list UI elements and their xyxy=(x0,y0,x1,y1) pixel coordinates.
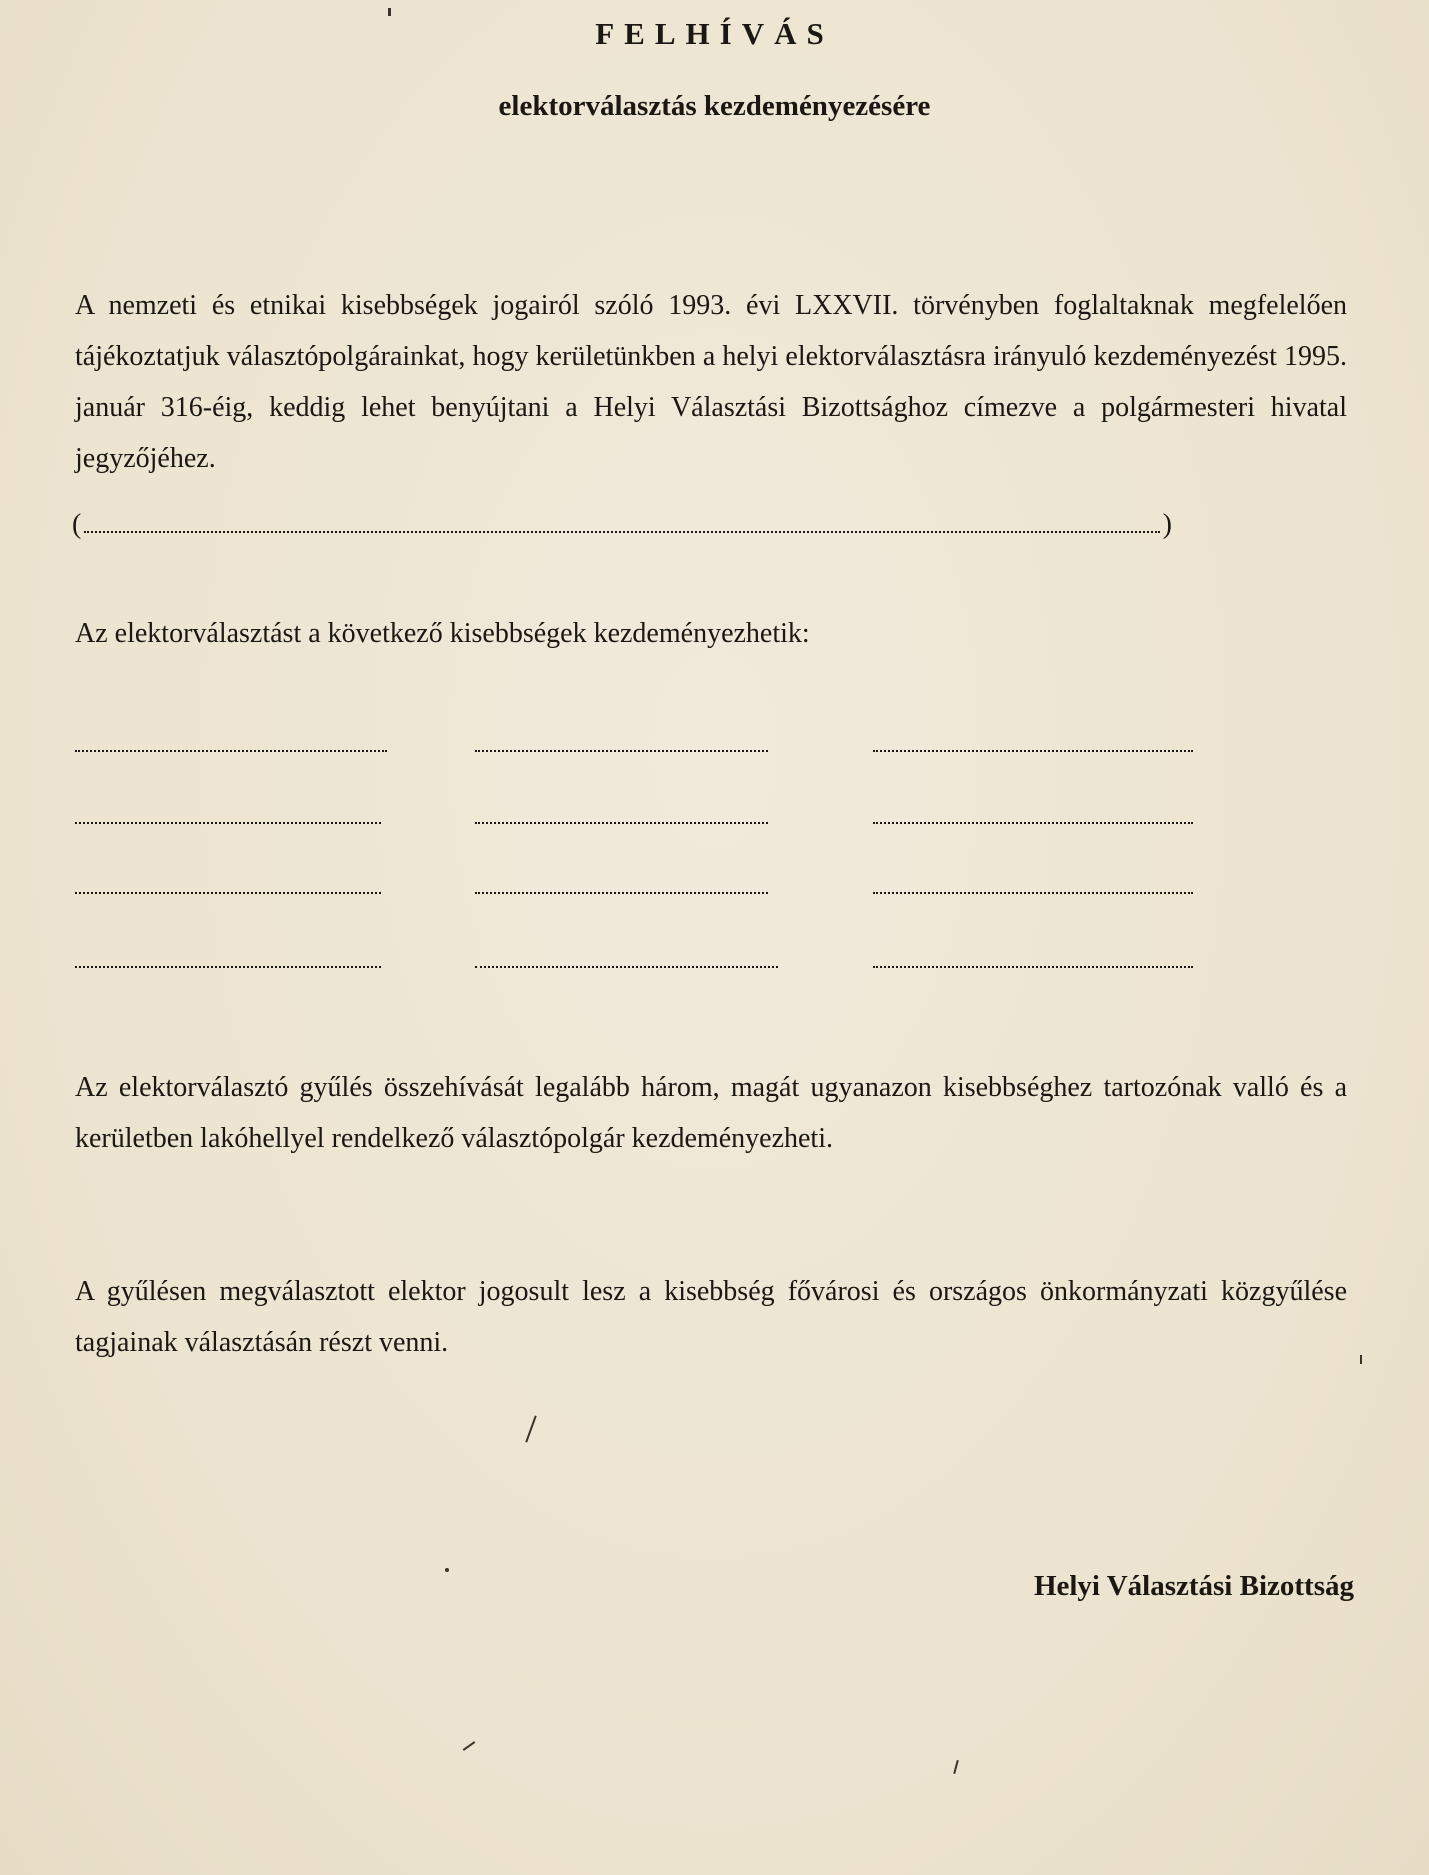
paragraph-elector-rights: A gyűlésen megválasztott elektor jogosult lesz a kisebbség fővárosi és országos önkormányzati közgyűlése tagjainak választásán részt venni. xyxy=(75,1276,1347,1358)
paragraph-legal-notice: A nemzeti és etnikai kisebbségek jogairól szóló 1993. évi LXXVII. törvényben foglaltaknak megfelelően tájékoztatjuk választópolgárainkat, hogy kerületünkben a helyi elektorválasztásra irányuló kezdeményezést 1995. január 316-éig, keddig lehet benyújtani a Helyi Választási Bizottsághoz címezve a polgármesteri hivatal jegyzőjéhez. xyxy=(75,290,1347,474)
paren-close: ) xyxy=(1162,509,1172,540)
paper-speck xyxy=(463,1741,476,1751)
minority-blank xyxy=(873,750,1193,752)
paper-speck xyxy=(388,8,391,16)
page-subtitle: elektorválasztás kezdeményezésére xyxy=(498,90,931,122)
paper-speck xyxy=(445,1568,449,1572)
blank-fill-line xyxy=(72,505,1172,545)
paper-speck xyxy=(1360,1355,1362,1364)
minority-blank xyxy=(475,892,768,894)
dotted-blank xyxy=(84,507,1159,533)
paper-speck xyxy=(953,1760,959,1774)
paragraph-convening: Az elektorválasztó gyűlés összehívását legalább három, magát ugyanazon kisebbséghez tartozónak valló és a kerületben lakóhellyel rendelkező választópolgár kezdeményezheti. xyxy=(75,1072,1347,1154)
minority-blank xyxy=(75,966,381,968)
minorities-intro: Az elektorválasztást a következő kisebbségek kezdeményezhetik: xyxy=(75,618,810,649)
signature-committee: Helyi Választási Bizottság xyxy=(1033,1570,1354,1602)
minority-blank xyxy=(873,892,1193,894)
minority-blank xyxy=(873,966,1193,968)
minority-blank xyxy=(475,966,778,968)
minority-blank xyxy=(475,750,768,752)
paper-speck xyxy=(525,1416,536,1443)
minority-blank xyxy=(75,750,387,752)
minority-blank xyxy=(873,822,1193,824)
minority-blank xyxy=(75,892,381,894)
minority-blank xyxy=(75,822,381,824)
minority-blank xyxy=(475,822,768,824)
page-title: FELHÍVÁS xyxy=(595,16,834,51)
paren-open: ( xyxy=(72,509,82,540)
